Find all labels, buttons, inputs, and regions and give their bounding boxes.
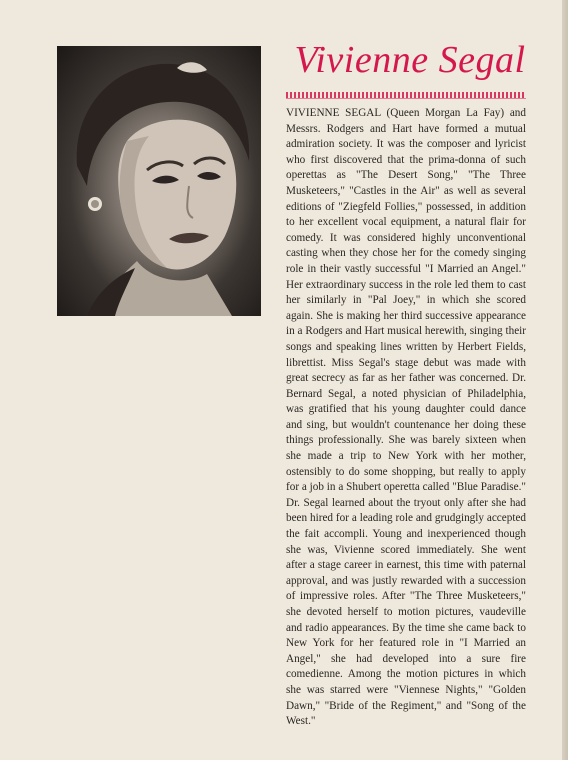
biography-text: VIVIENNE SEGAL (Queen Morgan La Fay) and Messrs. Rodgers and Hart have formed a mutual admiration society. It was the composer and lyricist who first discovered that the prima-donna of such operettas as "The Desert Song," "The Three Musketeers," "Castles in the Air" as well as several editions of "Ziegfeld Follies," possessed, in addition to her excellent vocal equipment, a natural flair for comedy. It was considered highly unconventional casting when they chose her for the comedy singing role in their vastly successful "I Married an Angel." Her extraordinary success in the role led them to cast her similarly in "Pal Joey," in which she scored again. She is making her third successive appearance in a Rodgers and Hart musical herewith, singing their songs and speaking lines written by Herbert Fields, librettist. Miss Segal's stage debut was made with great secrecy as far as her father was concerned. Dr. Bernard Segal, a noted physician of Philadelphia, was gratified that his young daughter could dance and sing, but wouldn't countenance her doing these things professionally. She was barely sixteen when she made a trip to New York with her mother, ostensibly to do some shopping, but really to apply for a job in a Shubert operetta called "Blue Paradise." Dr. Segal learned about the tryout only after she had been hired for a leading role and grudgingly accepted the fait accompli. Young and inexperienced though she was, Vivienne scored immediately. She went after a stage career in earnest, this time with paternal approval, and was justly rewarded with a succession of impressive roles. After "The Three Musketeers," she devoted herself to motion pictures, vaudeville and radio appearances. By the time she came back to New York for her featured role in "I Married an Angel," she had developed into a sure fire comedienne. Among the motion pictures in which she was starred were "Viennese Nights," "Golden Dawn," "Bride of the Regiment," and "Song of the West." <box>286 107 526 728</box>
decorative-rule <box>286 92 526 98</box>
portrait-photo <box>57 46 261 316</box>
portrait-photo-icon <box>57 46 261 316</box>
page-title: Vivienne Segal <box>294 39 526 81</box>
page-edge <box>562 0 568 760</box>
